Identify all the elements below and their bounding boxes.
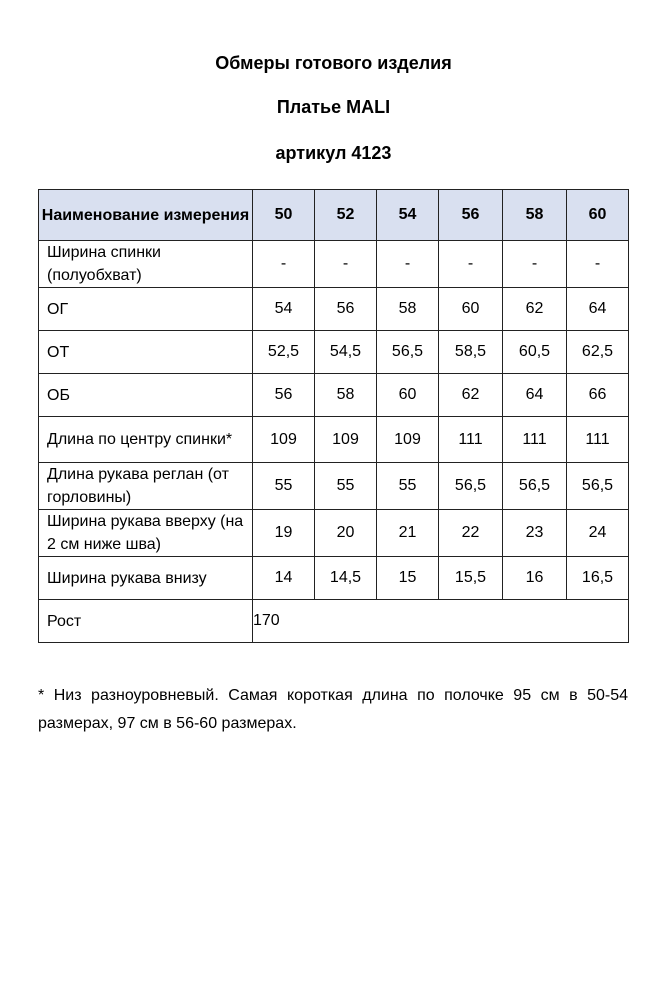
measurement-value: 52,5 — [253, 331, 315, 374]
measurement-value: 60 — [439, 288, 503, 331]
size-header: 58 — [503, 190, 567, 241]
measurement-value: 55 — [377, 463, 439, 510]
product-name: Платье MALI — [276, 97, 391, 117]
table-row-height — [39, 600, 629, 643]
measurement-value: - — [439, 241, 503, 288]
measurement-name: Длина рукава реглан (от горловины) — [39, 463, 253, 510]
measurement-value: 109 — [377, 417, 439, 463]
measurement-value: 62 — [503, 288, 567, 331]
height-value: 170 — [253, 600, 629, 643]
measurement-value: 56,5 — [439, 463, 503, 510]
measurement-value: 58 — [315, 374, 377, 417]
measurement-value: 111 — [567, 417, 629, 463]
measurement-value: 60,5 — [503, 331, 567, 374]
measurement-value: 56 — [253, 374, 315, 417]
measurement-value: 109 — [253, 417, 315, 463]
document-title: Обмеры готового изделия — [215, 53, 452, 73]
measurement-value: 24 — [567, 510, 629, 557]
table-row — [39, 288, 629, 331]
measurement-value: 19 — [253, 510, 315, 557]
measurement-name: ОБ — [39, 374, 253, 417]
measurement-value: 14,5 — [315, 557, 377, 600]
measurement-value: - — [377, 241, 439, 288]
table-row — [39, 510, 629, 557]
measurement-value: 54,5 — [315, 331, 377, 374]
measurement-value: 56,5 — [567, 463, 629, 510]
size-header: 54 — [377, 190, 439, 241]
footnote: * Низ разноуровневый. Самая короткая длина по полочке 95 см в 50-54 размерах, 97 см в 56-60 размерах. — [38, 687, 628, 732]
measurement-value: 21 — [377, 510, 439, 557]
measurement-value: 64 — [503, 374, 567, 417]
measurement-value: 55 — [253, 463, 315, 510]
size-header: 56 — [439, 190, 503, 241]
table-row — [39, 463, 629, 510]
measurement-value: 54 — [253, 288, 315, 331]
measurement-name: Ширина рукава вверху (на 2 см ниже шва) — [39, 510, 253, 557]
size-header: 50 — [253, 190, 315, 241]
measurement-name: ОТ — [39, 331, 253, 374]
measurement-name-header: Наименование измерения — [39, 190, 253, 241]
table-row — [39, 557, 629, 600]
measurement-value: 20 — [315, 510, 377, 557]
measurement-name: Ширина спинки (полуобхват) — [39, 241, 253, 288]
measurement-value: - — [503, 241, 567, 288]
measurement-value: 23 — [503, 510, 567, 557]
measurement-value: 58,5 — [439, 331, 503, 374]
measurement-name: Рост — [39, 600, 253, 643]
measurement-value: 62 — [439, 374, 503, 417]
header-row — [39, 190, 629, 241]
measurement-value: 56,5 — [377, 331, 439, 374]
measurement-value: 109 — [315, 417, 377, 463]
size-header: 60 — [567, 190, 629, 241]
measurement-value: 62,5 — [567, 331, 629, 374]
measurement-name: Длина по центру спинки* — [39, 417, 253, 463]
table-row — [39, 331, 629, 374]
measurement-name: Ширина рукава внизу — [39, 557, 253, 600]
measurement-value: 15,5 — [439, 557, 503, 600]
table-row — [39, 241, 629, 288]
measurement-value: 22 — [439, 510, 503, 557]
size-header: 52 — [315, 190, 377, 241]
measurement-value: 111 — [503, 417, 567, 463]
measurement-value: 55 — [315, 463, 377, 510]
measurement-value: 64 — [567, 288, 629, 331]
measurements-table — [38, 189, 629, 643]
table-row — [39, 417, 629, 463]
measurement-value: 56 — [315, 288, 377, 331]
measurement-value: 16 — [503, 557, 567, 600]
measurement-value: - — [315, 241, 377, 288]
measurement-value: 14 — [253, 557, 315, 600]
table-row — [39, 374, 629, 417]
measurement-value: - — [253, 241, 315, 288]
measurement-value: 66 — [567, 374, 629, 417]
measurement-value: 15 — [377, 557, 439, 600]
measurement-name: ОГ — [39, 288, 253, 331]
measurement-value: - — [567, 241, 629, 288]
measurement-value: 60 — [377, 374, 439, 417]
article-number: артикул 4123 — [275, 143, 392, 163]
measurement-value: 56,5 — [503, 463, 567, 510]
measurement-value: 111 — [439, 417, 503, 463]
measurement-value: 58 — [377, 288, 439, 331]
measurement-value: 16,5 — [567, 557, 629, 600]
